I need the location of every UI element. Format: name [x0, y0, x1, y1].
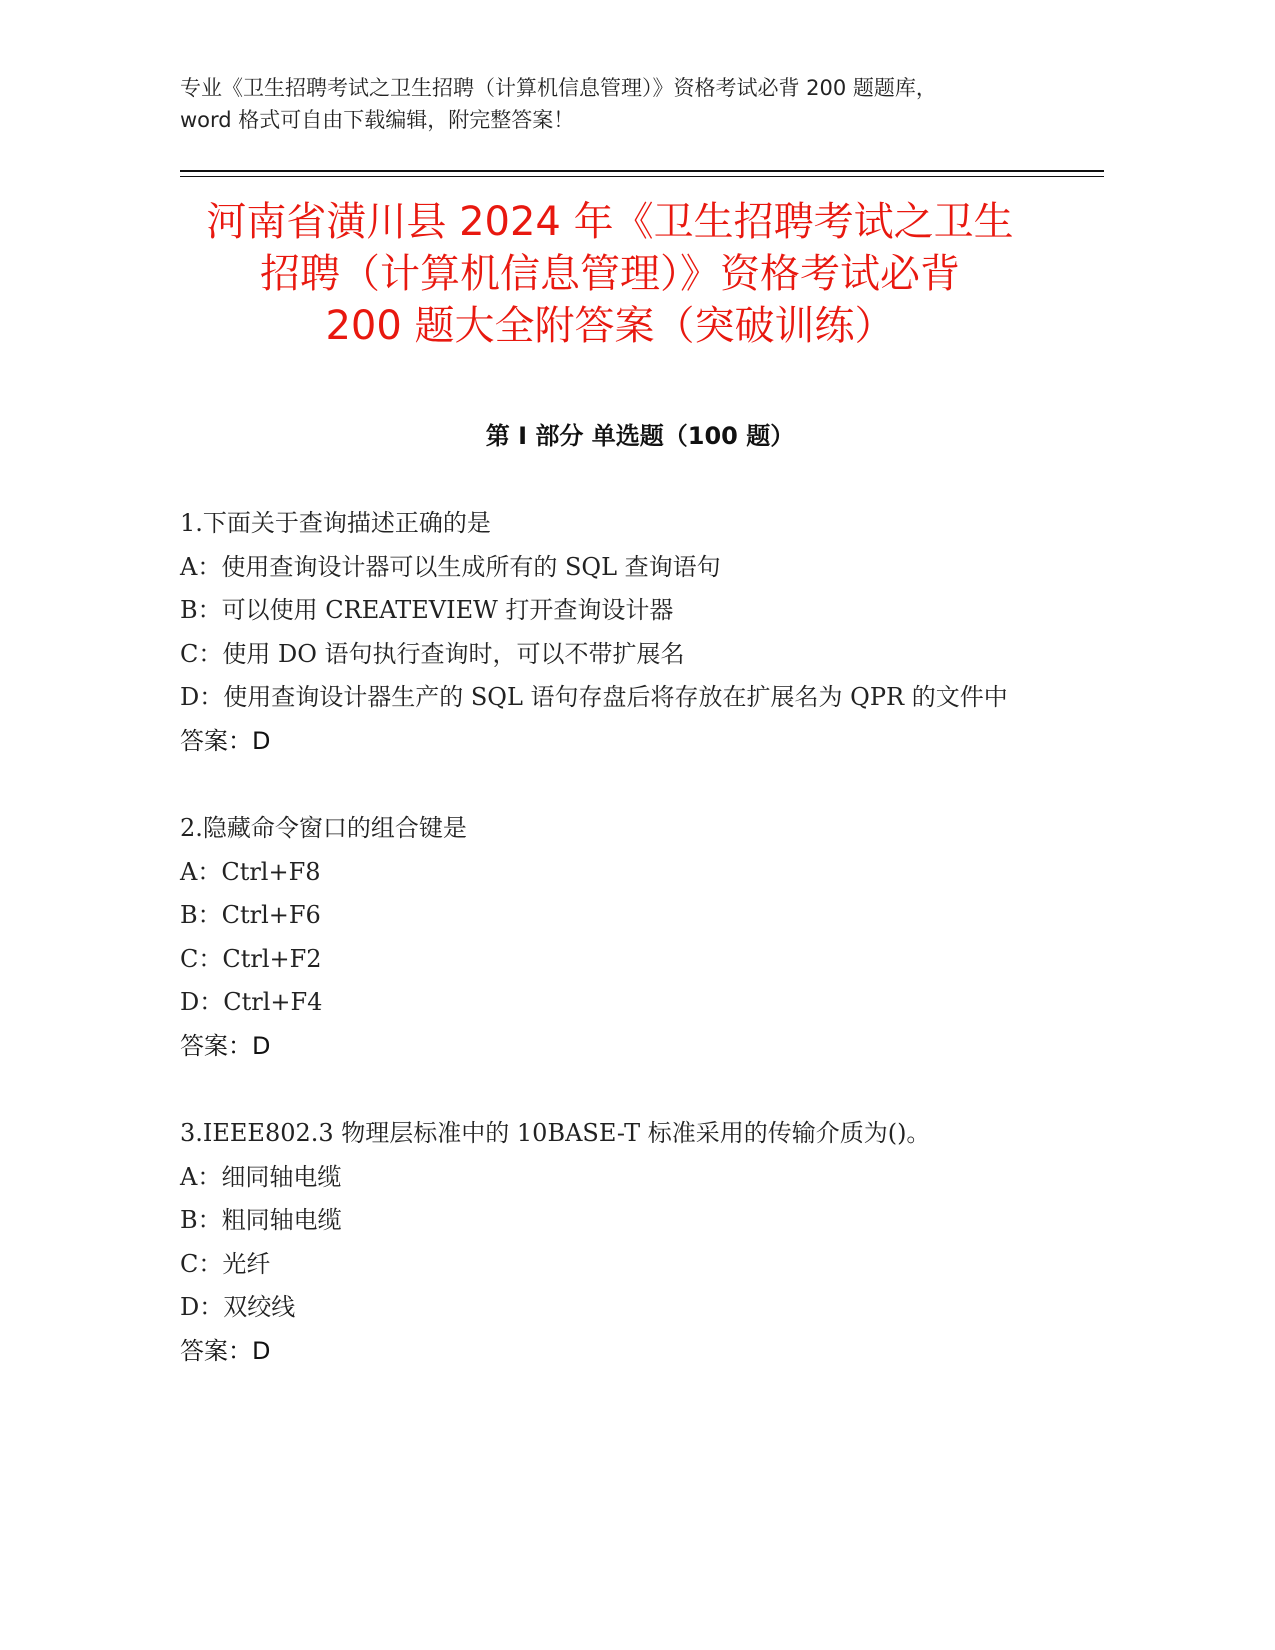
question-1 [180, 502, 1060, 763]
answer-label: 答案：D [180, 1031, 271, 1060]
option-c: C：光纤 [180, 1249, 271, 1278]
question-2 [180, 807, 1060, 1068]
option-b: B：Ctrl+F6 [180, 901, 321, 929]
question-3 [180, 1112, 1060, 1373]
header-note [180, 72, 1140, 136]
question-stem: 3.IEEE802.3 物理层标准中的 10BASE-T 标准采用的传输介质为()。 [180, 1119, 931, 1147]
option-b: B：可以使用 CREATEVIEW 打开查询设计器 [180, 596, 674, 624]
option-d: D：双绞线 [180, 1293, 296, 1321]
option-c: C：使用 DO 语句执行查询时，可以不带扩展名 [180, 639, 685, 668]
header-divider-thin [180, 176, 1104, 177]
document-title-line-2: 招聘（计算机信息管理）》资格考试必背 [260, 251, 960, 297]
header-note-line-1: 专业《卫生招聘考试之卫生招聘（计算机信息管理）》资格考试必背 200 题题库， [180, 76, 937, 100]
question-stem: 1.下面关于查询描述正确的是 [180, 509, 491, 537]
option-c: C：Ctrl+F2 [180, 944, 322, 973]
option-b: B：粗同轴电缆 [180, 1206, 342, 1234]
question-stem: 2.隐藏命令窗口的组合键是 [180, 814, 467, 842]
header-note-line-2: word 格式可自由下载编辑，附完整答案！ [180, 108, 575, 132]
option-a: A：细同轴电缆 [180, 1162, 342, 1191]
option-a: A：Ctrl+F8 [180, 857, 321, 886]
document-title [170, 196, 1050, 352]
option-a: A：使用查询设计器可以生成所有的 SQL 查询语句 [180, 552, 721, 581]
document-title-line-1: 河南省潢川县 2024 年《卫生招聘考试之卫生 [206, 199, 1014, 245]
answer-label: 答案：D [180, 1336, 271, 1365]
answer-label: 答案：D [180, 726, 271, 755]
option-d: D：Ctrl+F4 [180, 988, 323, 1016]
header-divider-thick [180, 170, 1104, 172]
section-heading: 第 I 部分 单选题（100 题） [485, 422, 795, 450]
option-d: D：使用查询设计器生产的 SQL 语句存盘后将存放在扩展名为 QPR 的文件中 [180, 683, 1008, 711]
question-list [180, 502, 1060, 1417]
document-title-line-3: 200 题大全附答案（突破训练） [325, 303, 895, 349]
